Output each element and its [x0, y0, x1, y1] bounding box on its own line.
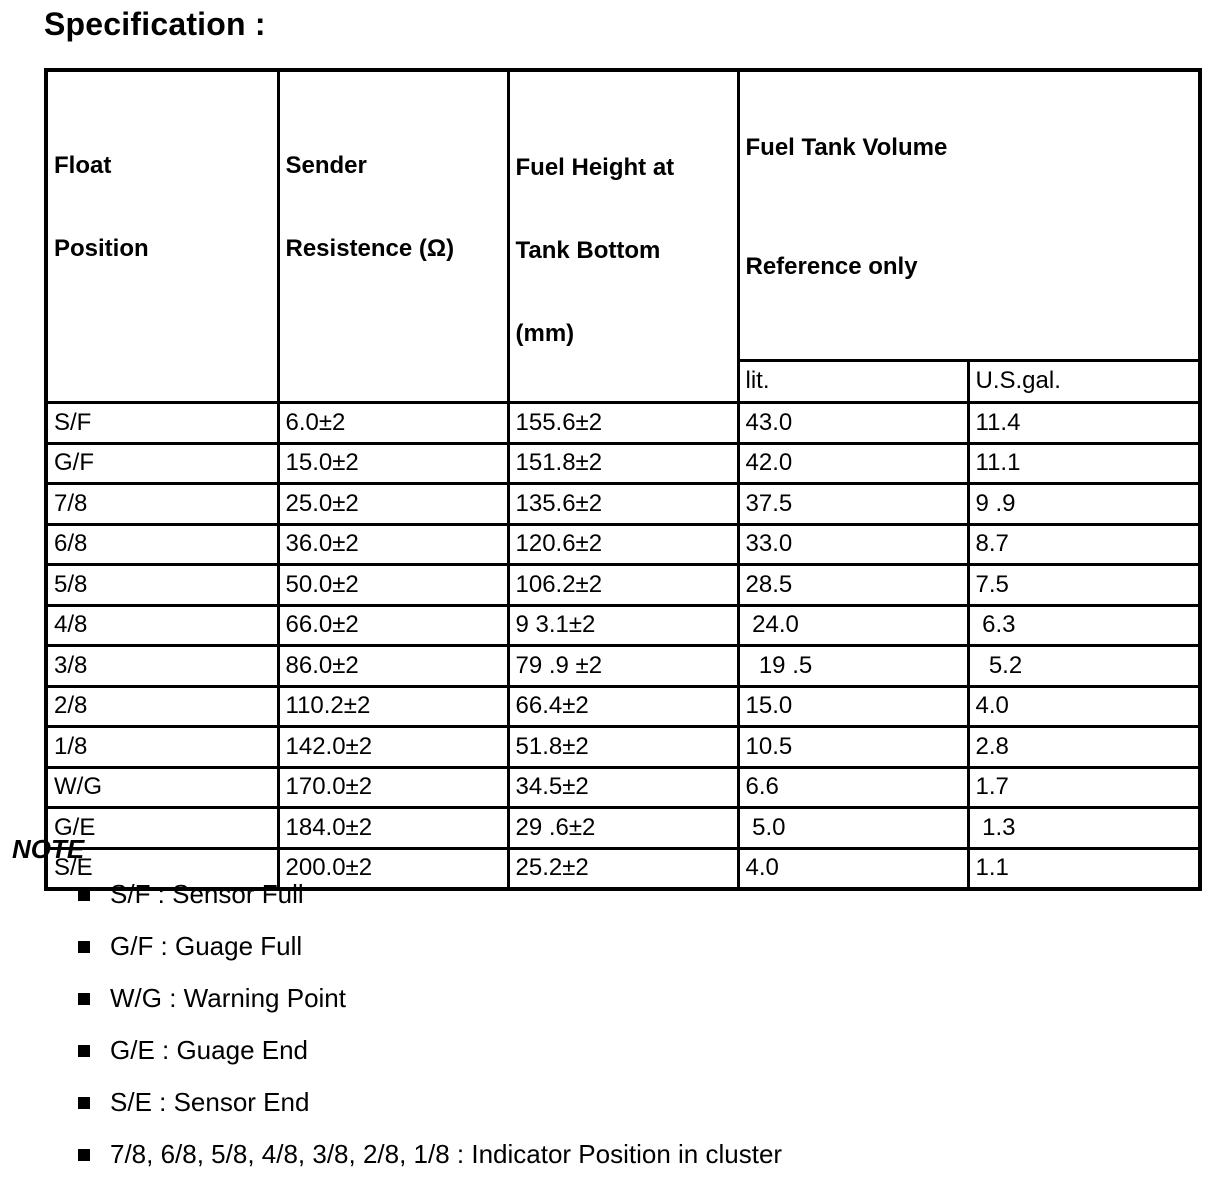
- cell-volume-lit: 43.0: [738, 403, 968, 444]
- cell-volume-gal: 1.3: [968, 808, 1200, 849]
- table-row: [46, 646, 1200, 687]
- header-float-position: Float Position: [46, 70, 278, 403]
- note-item-text: G/F : Guage Full: [110, 931, 303, 961]
- table-row: [46, 686, 1200, 727]
- table-row: [46, 524, 1200, 565]
- cell-volume-lit: 5.0: [738, 808, 968, 849]
- cell-volume-gal: 1.7: [968, 767, 1200, 808]
- note-item-text: W/G : Warning Point: [110, 983, 346, 1013]
- table-row: [46, 484, 1200, 525]
- cell-sender-resistance: 184.0±2: [278, 808, 508, 849]
- cell-fuel-height: 66.4±2: [508, 686, 738, 727]
- cell-volume-gal: 7.5: [968, 565, 1200, 606]
- cell-float-position: S/E: [46, 848, 278, 889]
- table-row: [46, 767, 1200, 808]
- cell-float-position: W/G: [46, 767, 278, 808]
- square-bullet-icon: [78, 889, 90, 901]
- table-row: [46, 565, 1200, 606]
- cell-volume-lit: 4.0: [738, 848, 968, 889]
- cell-volume-lit: 15.0: [738, 686, 968, 727]
- note-list: [78, 876, 782, 1188]
- cell-volume-gal: 4.0: [968, 686, 1200, 727]
- square-bullet-icon: [78, 993, 90, 1005]
- note-item: [78, 1084, 782, 1136]
- cell-volume-gal: 1.1: [968, 848, 1200, 889]
- header-unit-lit: lit.: [738, 360, 968, 402]
- note-item: [78, 928, 782, 980]
- table-body: [46, 403, 1200, 890]
- cell-sender-resistance: 36.0±2: [278, 524, 508, 565]
- square-bullet-icon: [78, 1045, 90, 1057]
- cell-fuel-height: 29 .6±2: [508, 808, 738, 849]
- note-item: [78, 876, 782, 928]
- cell-fuel-height: 155.6±2: [508, 403, 738, 444]
- cell-sender-resistance: 200.0±2: [278, 848, 508, 889]
- cell-float-position: 5/8: [46, 565, 278, 606]
- square-bullet-icon: [78, 1149, 90, 1161]
- cell-float-position: G/F: [46, 443, 278, 484]
- cell-sender-resistance: 110.2±2: [278, 686, 508, 727]
- cell-volume-gal: 2.8: [968, 727, 1200, 768]
- header-fuel-height: Fuel Height at Tank Bottom (mm): [508, 70, 738, 403]
- cell-float-position: G/E: [46, 808, 278, 849]
- cell-volume-gal: 11.4: [968, 403, 1200, 444]
- cell-sender-resistance: 6.0±2: [278, 403, 508, 444]
- cell-sender-resistance: 66.0±2: [278, 605, 508, 646]
- page-title: Specification :: [44, 6, 266, 42]
- cell-volume-gal: 9 .9: [968, 484, 1200, 525]
- header-unit-gal: U.S.gal.: [968, 360, 1200, 402]
- cell-float-position: 6/8: [46, 524, 278, 565]
- note-item-text: G/E : Guage End: [110, 1035, 309, 1065]
- cell-fuel-height: 120.6±2: [508, 524, 738, 565]
- cell-sender-resistance: 50.0±2: [278, 565, 508, 606]
- table-row: [46, 443, 1200, 484]
- note-title: NOTE: [12, 834, 85, 864]
- note-item-text: S/F : Sensor Full: [110, 879, 304, 909]
- square-bullet-icon: [78, 941, 90, 953]
- cell-volume-lit: 28.5: [738, 565, 968, 606]
- note-item-text: S/E : Sensor End: [110, 1087, 310, 1117]
- square-bullet-icon: [78, 1097, 90, 1109]
- cell-volume-lit: 6.6: [738, 767, 968, 808]
- cell-float-position: S/F: [46, 403, 278, 444]
- cell-fuel-height: 51.8±2: [508, 727, 738, 768]
- cell-fuel-height: 106.2±2: [508, 565, 738, 606]
- cell-float-position: 2/8: [46, 686, 278, 727]
- cell-fuel-height: 151.8±2: [508, 443, 738, 484]
- note-item: [78, 1136, 782, 1188]
- cell-volume-gal: 8.7: [968, 524, 1200, 565]
- cell-fuel-height: 79 .9 ±2: [508, 646, 738, 687]
- cell-float-position: 4/8: [46, 605, 278, 646]
- cell-volume-lit: 10.5: [738, 727, 968, 768]
- table-row: [46, 605, 1200, 646]
- cell-float-position: 7/8: [46, 484, 278, 525]
- cell-volume-gal: 6.3: [968, 605, 1200, 646]
- table-row: [46, 808, 1200, 849]
- cell-fuel-height: 25.2±2: [508, 848, 738, 889]
- table-header-row: [46, 70, 1200, 360]
- note-item-text: 7/8, 6/8, 5/8, 4/8, 3/8, 2/8, 1/8 : Indicator Position in cluster: [110, 1139, 783, 1169]
- cell-fuel-height: 135.6±2: [508, 484, 738, 525]
- cell-sender-resistance: 170.0±2: [278, 767, 508, 808]
- header-fuel-tank-volume: Fuel Tank Volume Reference only: [738, 70, 1200, 360]
- cell-float-position: 1/8: [46, 727, 278, 768]
- specification-table: [44, 68, 1202, 891]
- cell-fuel-height: 34.5±2: [508, 767, 738, 808]
- cell-volume-lit: 42.0: [738, 443, 968, 484]
- cell-fuel-height: 9 3.1±2: [508, 605, 738, 646]
- cell-sender-resistance: 86.0±2: [278, 646, 508, 687]
- note-item: [78, 1032, 782, 1084]
- cell-volume-gal: 5.2: [968, 646, 1200, 687]
- cell-volume-lit: 33.0: [738, 524, 968, 565]
- cell-volume-lit: 24.0: [738, 605, 968, 646]
- cell-volume-lit: 37.5: [738, 484, 968, 525]
- cell-float-position: 3/8: [46, 646, 278, 687]
- cell-volume-gal: 11.1: [968, 443, 1200, 484]
- cell-sender-resistance: 142.0±2: [278, 727, 508, 768]
- table-row: [46, 727, 1200, 768]
- cell-sender-resistance: 15.0±2: [278, 443, 508, 484]
- table-row: [46, 403, 1200, 444]
- cell-volume-lit: 19 .5: [738, 646, 968, 687]
- note-item: [78, 980, 782, 1032]
- cell-sender-resistance: 25.0±2: [278, 484, 508, 525]
- header-sender-resistance: Sender Resistence (Ω): [278, 70, 508, 403]
